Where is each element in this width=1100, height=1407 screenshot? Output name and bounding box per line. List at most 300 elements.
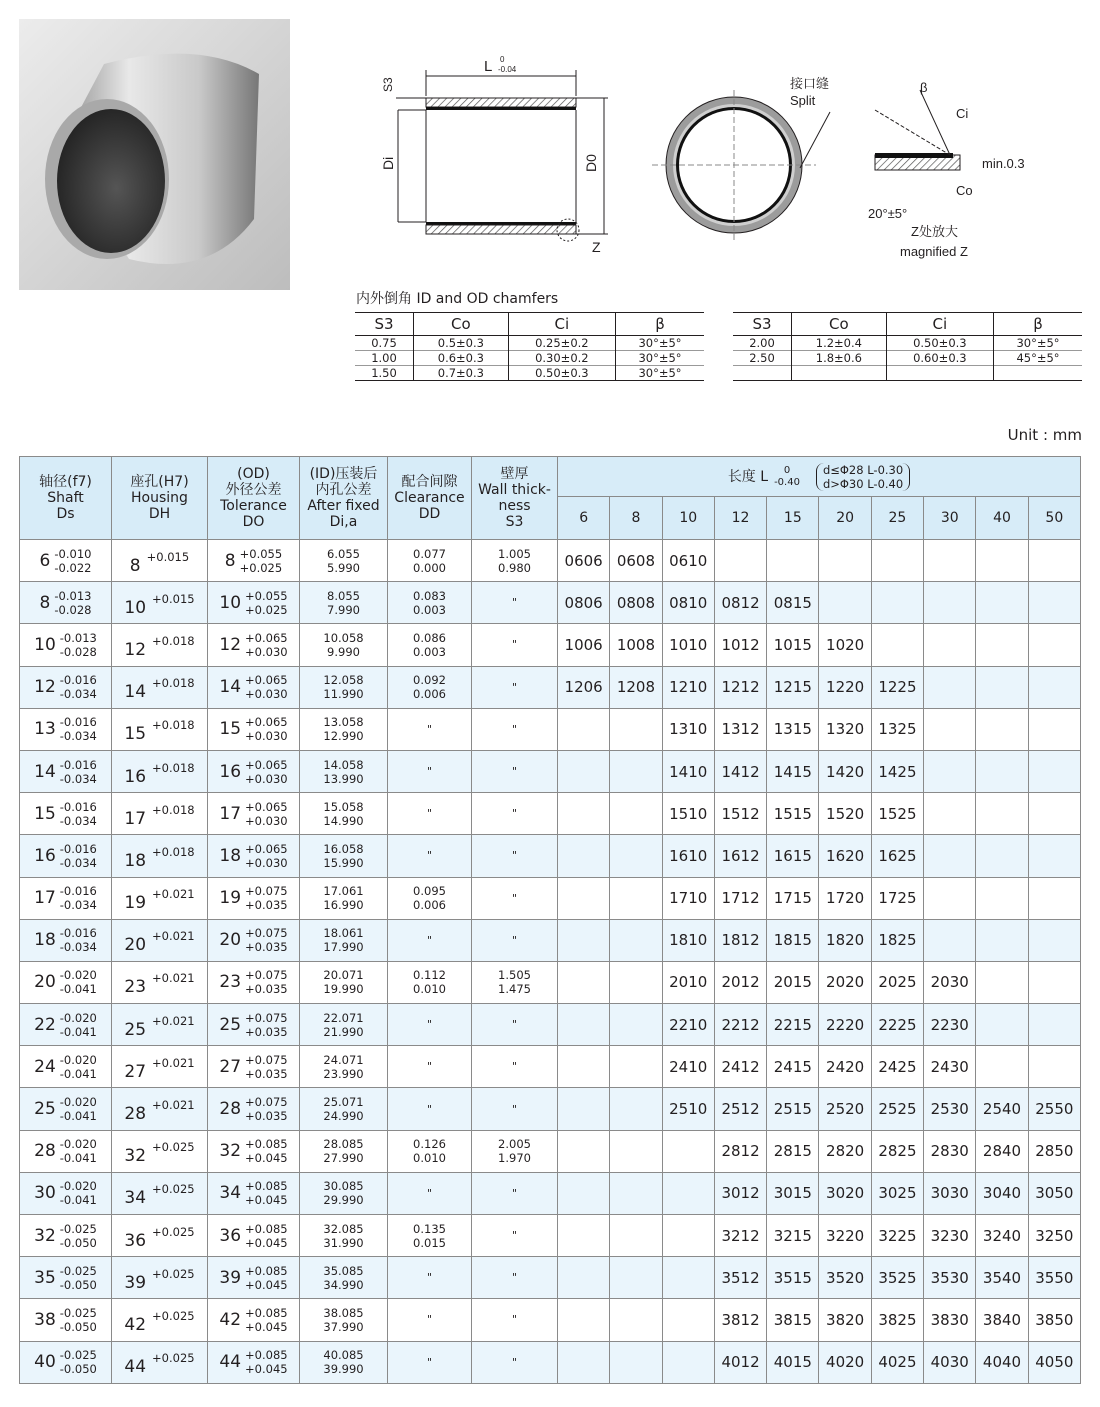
clearance-cell-value: " [426, 933, 433, 947]
clearance-cell-value: 0.010 [413, 982, 446, 997]
id-cell-value: 22.071 [323, 1010, 364, 1025]
part-number-cell [558, 961, 610, 1003]
chamfer-cell: 30°±5° [615, 351, 704, 366]
housing-cell [112, 708, 208, 750]
shaft-cell-tolerance [60, 968, 97, 996]
od-cell-tol-value: +0.075 [245, 884, 288, 899]
od-cell [208, 1172, 300, 1214]
length-note-line: d≤Φ28 L-0.30 [822, 462, 904, 477]
length-column-header: 10 [662, 497, 714, 540]
chamfer-title: 内外倒角 ID and OD chamfers [356, 291, 559, 307]
part-number-cell: 3820 [819, 1299, 871, 1341]
housing-cell [112, 1088, 208, 1130]
part-number-cell: 3825 [871, 1299, 923, 1341]
part-number-cell [924, 666, 976, 708]
od-cell-tolerance [245, 926, 288, 954]
clearance-cell-value: " [426, 1102, 433, 1116]
id-cell-value: 15.990 [323, 855, 364, 870]
wall-cell-value: " [511, 807, 518, 821]
shaft-cell-nominal: 40 [34, 1352, 56, 1373]
od-cell [208, 1088, 300, 1130]
shaft-cell-tolerance [54, 547, 91, 575]
part-number-cell: 4030 [924, 1341, 976, 1383]
table-row [20, 1299, 1081, 1341]
chamfer-row [355, 366, 704, 381]
part-number-cell: 3230 [924, 1215, 976, 1257]
length-column-header: 50 [1028, 497, 1080, 540]
shaft-cell-tol-value: -0.050 [59, 1235, 97, 1250]
part-number-cell: 1515 [767, 793, 819, 835]
part-number-cell: 3050 [1028, 1172, 1080, 1214]
part-number-cell: 3812 [714, 1299, 766, 1341]
length-column-header: 8 [610, 497, 662, 540]
part-number-cell [558, 708, 610, 750]
part-number-cell: 1710 [662, 877, 714, 919]
shaft-cell-tol-value: -0.016 [59, 673, 97, 688]
id-cell-value: 28.085 [323, 1137, 364, 1152]
part-number-cell [924, 750, 976, 792]
housing-nominal: 20 [124, 935, 147, 956]
housing-cell [112, 1341, 208, 1383]
table-row [20, 666, 1081, 708]
wall-cell [472, 1215, 558, 1257]
part-number-cell [924, 624, 976, 666]
part-number-cell [558, 793, 610, 835]
id-cell [300, 540, 388, 582]
part-number-cell: 1525 [871, 793, 923, 835]
part-number-cell: 3520 [819, 1257, 871, 1299]
chamfer-row [355, 336, 704, 351]
id-cell-value: 8.055 [327, 588, 360, 603]
od-cell-tol-value: +0.075 [245, 926, 288, 941]
shaft-cell-tol-value: -0.041 [59, 1066, 97, 1081]
clearance-cell-value: 0.077 [413, 546, 446, 561]
od-cell-tol-value: +0.035 [245, 1066, 288, 1081]
clearance-cell [388, 1257, 472, 1299]
od-cell [208, 1257, 300, 1299]
shaft-cell-nominal: 30 [34, 1183, 56, 1204]
clearance-cell [388, 582, 472, 624]
part-number-cell: 3515 [767, 1257, 819, 1299]
part-number-cell: 3020 [819, 1172, 871, 1214]
od-cell [208, 540, 300, 582]
shaft-cell-tol-value: -0.025 [59, 1263, 97, 1278]
clearance-cell-value: " [426, 1018, 433, 1032]
shaft-cell-tol-value: -0.020 [59, 1095, 97, 1110]
table-row [20, 1257, 1081, 1299]
od-cell-tolerance [245, 673, 288, 701]
od-cell-tol-value: +0.085 [245, 1179, 288, 1194]
od-cell [208, 750, 300, 792]
shaft-cell-tol-value: -0.050 [59, 1319, 97, 1334]
length-column-header: 6 [558, 497, 610, 540]
wall-cell [472, 793, 558, 835]
housing-nominal: 12 [124, 639, 147, 660]
wall-cell [472, 1341, 558, 1383]
od-cell [208, 877, 300, 919]
clearance-cell-value: 0.135 [413, 1221, 446, 1236]
housing-cell [112, 1004, 208, 1046]
part-number-cell: 1315 [767, 708, 819, 750]
id-cell-value: 12.990 [323, 729, 364, 744]
part-number-cell: 1225 [871, 666, 923, 708]
part-number-cell: 1420 [819, 750, 871, 792]
housing-cell [112, 1215, 208, 1257]
clearance-cell-value: " [426, 722, 433, 736]
wall-cell-value: " [511, 596, 518, 610]
chamfer-cell: 1.2±0.4 [792, 336, 887, 351]
part-number-cell: 4020 [819, 1341, 871, 1383]
header-od-tolerance-line: DO [242, 514, 265, 530]
shaft-cell-tol-value: -0.041 [59, 982, 97, 997]
header-clearance-line: DD [418, 506, 441, 522]
length-column-header: 40 [976, 497, 1028, 540]
od-cell-nominal: 8 [224, 550, 236, 571]
svg-text:20°±5°: 20°±5° [868, 206, 908, 221]
wall-cell [472, 540, 558, 582]
od-cell-tolerance [245, 1095, 288, 1123]
part-number-cell: 1410 [662, 750, 714, 792]
svg-text:Z处放大: Z处放大 [911, 224, 958, 239]
part-number-cell [1028, 961, 1080, 1003]
od-cell-tolerance [245, 968, 288, 996]
wall-cell-value: " [511, 680, 518, 694]
id-cell-value: 15.058 [323, 799, 364, 814]
header-housing [112, 457, 208, 540]
clearance-cell [388, 750, 472, 792]
svg-text:min.0.3: min.0.3 [982, 156, 1025, 171]
shaft-cell [20, 919, 112, 961]
part-number-cell: 2550 [1028, 1088, 1080, 1130]
part-number-cell: 2530 [924, 1088, 976, 1130]
part-number-cell: 1725 [871, 877, 923, 919]
od-cell-tol-value: +0.075 [245, 1010, 288, 1025]
header-id-tolerance [300, 457, 388, 540]
od-cell-tolerance [240, 547, 283, 575]
od-cell-tol-value: +0.085 [245, 1263, 288, 1278]
id-cell-value: 17.061 [323, 884, 364, 899]
part-number-cell: 0810 [662, 582, 714, 624]
chamfer-cell: 2.00 [733, 336, 792, 351]
housing-tolerance: +0.021 [152, 971, 195, 986]
shaft-cell-tolerance [60, 758, 97, 786]
part-number-cell: 3850 [1028, 1299, 1080, 1341]
part-number-cell [924, 793, 976, 835]
part-number-cell [871, 582, 923, 624]
od-cell-tol-value: +0.035 [245, 1024, 288, 1039]
part-number-cell: 0610 [662, 540, 714, 582]
part-number-cell [1028, 1004, 1080, 1046]
housing-cell [112, 835, 208, 877]
shaft-cell-tolerance [60, 884, 97, 912]
shaft-cell [20, 624, 112, 666]
part-number-cell: 3525 [871, 1257, 923, 1299]
od-cell-tol-value: +0.045 [245, 1362, 288, 1377]
od-cell-tol-value: +0.065 [245, 630, 288, 645]
chamfer-header: Ci [886, 313, 993, 336]
wall-cell-value: 2.005 [498, 1137, 531, 1152]
od-cell-tol-value: +0.065 [245, 757, 288, 772]
shaft-cell-nominal: 38 [34, 1309, 56, 1330]
shaft-cell-nominal: 10 [34, 634, 56, 655]
od-cell-tolerance [245, 1348, 288, 1376]
shaft-cell-tol-value: -0.034 [59, 771, 97, 786]
shaft-cell-tol-value: -0.013 [54, 588, 92, 603]
shaft-cell-nominal: 18 [34, 930, 56, 951]
part-number-cell [924, 835, 976, 877]
chamfer-table-right [733, 312, 1082, 381]
part-number-cell [976, 708, 1028, 750]
id-cell-value: 7.990 [327, 602, 360, 617]
part-number-cell [662, 1299, 714, 1341]
od-cell-tolerance [245, 884, 288, 912]
chamfer-cell [733, 366, 792, 381]
shaft-cell-tol-value: -0.050 [59, 1362, 97, 1377]
od-cell-tolerance [245, 1137, 288, 1165]
chamfer-cell: 45°±5° [993, 351, 1082, 366]
housing-cell [112, 666, 208, 708]
part-number-cell: 2020 [819, 961, 871, 1003]
part-number-cell: 3830 [924, 1299, 976, 1341]
shaft-cell-tol-value: -0.016 [59, 884, 97, 899]
part-number-cell: 2540 [976, 1088, 1028, 1130]
shaft-cell-tolerance [60, 715, 97, 743]
part-number-cell [871, 624, 923, 666]
od-cell-nominal: 23 [219, 972, 242, 993]
clearance-cell-value: 0.010 [413, 1151, 446, 1166]
shaft-cell-tol-value: -0.041 [59, 1109, 97, 1124]
housing-cell [112, 750, 208, 792]
part-number-cell [610, 1215, 662, 1257]
length-note [816, 463, 910, 491]
od-cell-tol-value: +0.030 [245, 644, 288, 659]
shaft-cell [20, 835, 112, 877]
od-cell-nominal: 42 [219, 1309, 242, 1330]
part-number-cell [610, 1046, 662, 1088]
chamfer-header: Ci [508, 313, 615, 336]
od-cell-tol-value: +0.035 [245, 982, 288, 997]
clearance-cell-value: 0.000 [413, 560, 446, 575]
svg-text:D0: D0 [583, 154, 599, 172]
id-cell [300, 624, 388, 666]
od-cell-nominal: 27 [219, 1056, 242, 1077]
part-number-cell: 2210 [662, 1004, 714, 1046]
od-cell [208, 961, 300, 1003]
chamfer-header: β [615, 313, 704, 336]
part-number-cell: 3815 [767, 1299, 819, 1341]
housing-nominal: 18 [124, 850, 147, 871]
header-housing-line: DH [148, 506, 171, 522]
shaft-cell-tol-value: -0.034 [59, 855, 97, 870]
part-number-cell [558, 1215, 610, 1257]
part-number-cell [767, 540, 819, 582]
part-number-cell [1028, 708, 1080, 750]
part-number-cell: 1712 [714, 877, 766, 919]
part-number-cell [662, 1341, 714, 1383]
od-cell-nominal: 14 [219, 677, 242, 698]
header-wall-thickness-line: ness [498, 498, 531, 514]
clearance-cell [388, 1341, 472, 1383]
part-number-cell [558, 919, 610, 961]
shaft-cell-tol-value: -0.034 [59, 729, 97, 744]
od-cell-tolerance [245, 842, 288, 870]
od-cell-nominal: 15 [219, 719, 242, 740]
od-cell-tol-value: +0.065 [245, 673, 288, 688]
chamfer-row [733, 351, 1082, 366]
part-number-cell [610, 961, 662, 1003]
chamfer-cell: 0.75 [355, 336, 414, 351]
id-cell-value: 5.990 [327, 560, 360, 575]
table-row [20, 961, 1081, 1003]
part-number-cell: 1815 [767, 919, 819, 961]
part-number-cell [558, 835, 610, 877]
part-number-cell: 2525 [871, 1088, 923, 1130]
part-number-cell [662, 1215, 714, 1257]
id-cell-value: 32.085 [323, 1221, 364, 1236]
wall-cell [472, 1130, 558, 1172]
part-number-cell [662, 1172, 714, 1214]
id-cell [300, 1341, 388, 1383]
housing-nominal: 8 [129, 555, 141, 576]
shaft-cell-tol-value: -0.034 [59, 898, 97, 913]
part-number-cell: 1520 [819, 793, 871, 835]
housing-tolerance: +0.021 [152, 1013, 195, 1028]
shaft-cell-nominal: 12 [34, 677, 56, 698]
chamfer-table-left [355, 312, 704, 381]
shaft-cell-nominal: 8 [39, 592, 51, 613]
id-cell-value: 16.058 [323, 841, 364, 856]
length-tol-line: -0.40 [774, 476, 800, 488]
part-number-cell: 2010 [662, 961, 714, 1003]
shaft-cell-nominal: 35 [34, 1267, 56, 1288]
shaft-cell [20, 961, 112, 1003]
shaft-cell-tolerance [60, 1011, 97, 1039]
length-tolerance [774, 465, 800, 489]
od-cell [208, 793, 300, 835]
part-number-cell: 1425 [871, 750, 923, 792]
id-cell-value: 18.061 [323, 926, 364, 941]
clearance-cell [388, 1215, 472, 1257]
part-number-cell: 2850 [1028, 1130, 1080, 1172]
id-cell [300, 961, 388, 1003]
id-cell-value: 13.990 [323, 771, 364, 786]
svg-text:Di: Di [380, 156, 396, 170]
id-cell-value: 19.990 [323, 982, 364, 997]
table-row [20, 793, 1081, 835]
id-cell-value: 29.990 [323, 1193, 364, 1208]
header-clearance-line: 配合间隙 [401, 474, 458, 490]
part-number-cell: 1320 [819, 708, 871, 750]
shaft-cell [20, 1172, 112, 1214]
od-cell-nominal: 25 [219, 1014, 242, 1035]
part-number-cell: 2512 [714, 1088, 766, 1130]
housing-tolerance: +0.025 [152, 1224, 195, 1239]
wall-cell [472, 1257, 558, 1299]
part-number-cell: 3025 [871, 1172, 923, 1214]
part-number-cell [976, 1004, 1028, 1046]
part-number-cell: 3215 [767, 1215, 819, 1257]
shaft-cell-tol-value: -0.041 [59, 1024, 97, 1039]
part-number-cell: 3512 [714, 1257, 766, 1299]
part-number-cell: 2230 [924, 1004, 976, 1046]
clearance-cell [388, 1004, 472, 1046]
part-number-cell [558, 1299, 610, 1341]
id-cell-value: 12.058 [323, 673, 364, 688]
shaft-cell [20, 1215, 112, 1257]
chamfer-cell: 30°±5° [615, 336, 704, 351]
housing-tolerance: +0.025 [152, 1140, 195, 1155]
part-number-cell: 2410 [662, 1046, 714, 1088]
od-cell [208, 1046, 300, 1088]
length-tol-line: 0 [783, 464, 791, 476]
chamfer-header: Co [414, 313, 509, 336]
od-cell-tol-value: +0.025 [239, 560, 283, 575]
part-number-cell [1028, 582, 1080, 624]
chamfer-cell: 1.00 [355, 351, 414, 366]
chamfer-header: β [993, 313, 1082, 336]
shaft-cell-tolerance [60, 1348, 97, 1376]
housing-nominal: 23 [124, 977, 147, 998]
od-cell-tol-value: +0.075 [245, 1095, 288, 1110]
part-number-cell: 0806 [558, 582, 610, 624]
od-cell [208, 624, 300, 666]
header-shaft-line: 轴径(f7) [39, 474, 92, 490]
clearance-cell [388, 624, 472, 666]
od-cell-tol-value: +0.030 [245, 771, 288, 786]
part-number-cell [924, 540, 976, 582]
part-number-cell [871, 540, 923, 582]
housing-nominal: 28 [124, 1104, 147, 1125]
part-number-cell: 1015 [767, 624, 819, 666]
part-number-cell [1028, 1046, 1080, 1088]
id-cell [300, 582, 388, 624]
part-number-cell: 2220 [819, 1004, 871, 1046]
od-cell-tol-value: +0.035 [245, 940, 288, 955]
part-number-cell: 2812 [714, 1130, 766, 1172]
od-cell-tolerance [245, 1053, 288, 1081]
id-cell [300, 1130, 388, 1172]
shaft-cell-tol-value: -0.028 [54, 602, 92, 617]
clearance-cell-value: 0.015 [413, 1235, 446, 1250]
housing-cell [112, 1299, 208, 1341]
clearance-cell [388, 1299, 472, 1341]
part-number-cell: 2420 [819, 1046, 871, 1088]
svg-text:Z: Z [592, 239, 601, 255]
part-number-cell: 1620 [819, 835, 871, 877]
part-number-cell: 1215 [767, 666, 819, 708]
header-wall-thickness [472, 457, 558, 540]
housing-cell [112, 540, 208, 582]
id-cell [300, 793, 388, 835]
part-number-cell [976, 624, 1028, 666]
clearance-cell [388, 666, 472, 708]
od-cell-tolerance [245, 631, 288, 659]
od-cell-nominal: 16 [219, 761, 242, 782]
part-number-cell [819, 540, 871, 582]
clearance-cell-value: 0.112 [413, 968, 446, 983]
header-housing-line: 座孔(H7) [130, 474, 189, 490]
shaft-cell-tolerance [60, 1222, 97, 1250]
shaft-cell [20, 1046, 112, 1088]
od-cell [208, 708, 300, 750]
part-number-cell: 2430 [924, 1046, 976, 1088]
part-number-cell [976, 666, 1028, 708]
part-number-cell [610, 793, 662, 835]
part-number-cell: 2425 [871, 1046, 923, 1088]
shaft-cell [20, 1299, 112, 1341]
od-cell-nominal: 34 [219, 1183, 242, 1204]
part-number-cell [1028, 750, 1080, 792]
